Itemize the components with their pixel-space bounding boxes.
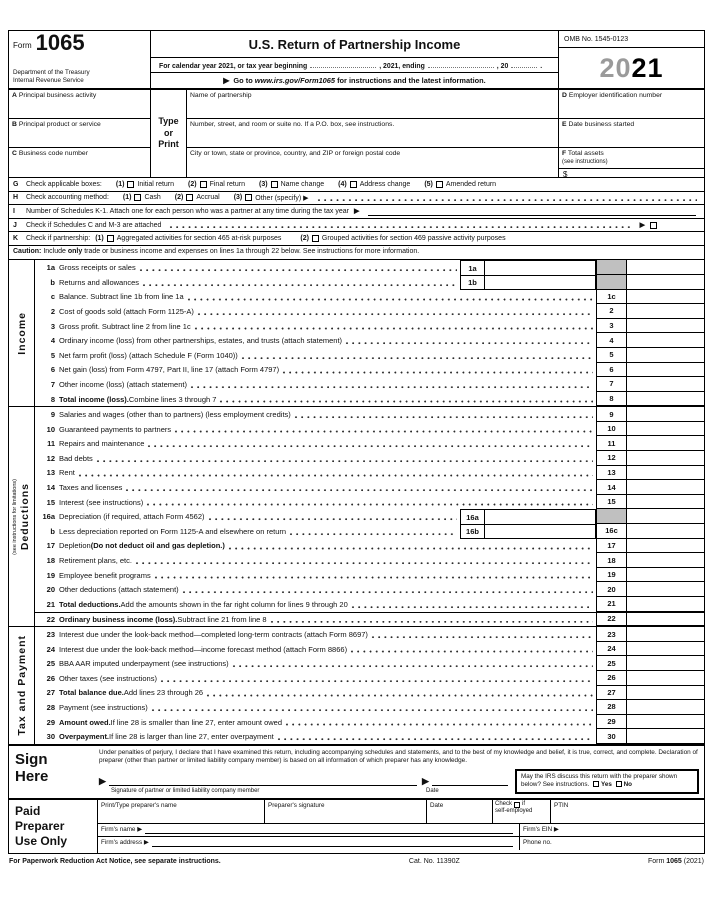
signature-label: Signature of partner or limited liability company member <box>111 787 260 794</box>
line-number: 27 <box>46 688 55 698</box>
tax-and-payment-section <box>9 627 704 744</box>
line-number: 20 <box>46 585 55 595</box>
line-ref: 16c <box>596 524 626 539</box>
line-ref: 29 <box>596 715 626 730</box>
line-row-29 <box>35 715 704 730</box>
tax-year-beginning-field[interactable] <box>310 61 376 68</box>
amount-field-1c[interactable] <box>626 290 704 305</box>
dot-leaders <box>169 219 631 232</box>
form-number: 1065 <box>35 30 85 55</box>
line-number: 21 <box>46 599 55 609</box>
deductions-section-label: (see instructions for limitations) Deductions <box>9 407 35 626</box>
principal-product-field[interactable]: B Principal product or service <box>9 119 151 148</box>
paid-preparer-label: Paid Preparer Use Only <box>15 803 68 848</box>
line-description: Depreciation (if required, attach Form 4562) <box>59 509 460 524</box>
line-row-27 <box>35 686 704 701</box>
self-employed-checkbox[interactable] <box>514 802 520 808</box>
dot-leaders <box>345 333 593 348</box>
amount-field-9[interactable] <box>626 407 704 422</box>
line-description: Net gain (loss) from Form 4797, Part II, line 17 (attach Form 4797) <box>59 363 596 378</box>
schedules-k1-count-field[interactable] <box>368 206 696 216</box>
calendar-year-line: For calendar year 2021, or tax year beginning , 2021, ending , 20 . <box>151 57 558 72</box>
preparer-signature-field[interactable]: Preparer's signature <box>264 800 426 824</box>
line-row-24 <box>35 642 704 657</box>
principal-business-activity-field[interactable]: A Principal business activity <box>9 90 151 119</box>
shaded-cell <box>596 260 626 275</box>
line-row-1a <box>35 260 704 275</box>
line-description: Guaranteed payments to partners <box>59 422 596 437</box>
dot-leaders <box>194 319 593 334</box>
line-number: 12 <box>46 453 55 463</box>
mid-entry-box <box>460 524 596 539</box>
line-ref: 12 <box>596 451 626 466</box>
dot-leaders <box>160 671 593 686</box>
line-ref: 17 <box>596 539 626 554</box>
amount-field-8[interactable] <box>626 392 704 407</box>
amount-field-16b[interactable] <box>485 525 595 538</box>
line-description: Other deductions (attach statement) <box>59 582 596 597</box>
paperwork-notice: For Paperwork Reduction Act Notice, see separate instructions. <box>9 857 221 865</box>
line-row-20 <box>35 582 704 597</box>
line-description: Ordinary business income (loss). Subtract line 21 from line 8 <box>59 613 596 627</box>
catalog-number: Cat. No. 11390Z <box>408 857 460 865</box>
line-ref: 23 <box>596 627 626 642</box>
self-employed-cell: Check if self-employed <box>492 800 550 824</box>
line-row-9 <box>35 407 704 422</box>
aggregated-activities-checkbox[interactable] <box>107 235 114 242</box>
address-change-checkbox[interactable] <box>350 181 357 188</box>
tax-year-ending-field[interactable] <box>428 61 494 68</box>
line-ref: 10 <box>596 422 626 437</box>
line-number: 13 <box>46 468 55 478</box>
other-method-specify-field[interactable] <box>317 192 698 205</box>
dot-leaders <box>208 509 458 524</box>
line-h-accounting-method: H Check accounting method: (1) Cash (2) Accrual (3) Other (specify) ▶ <box>9 192 704 206</box>
amount-field-1a[interactable] <box>485 261 595 275</box>
dot-leaders <box>232 656 593 671</box>
amount-field-27[interactable] <box>626 686 704 701</box>
dot-leaders <box>289 524 457 539</box>
firm-address-field[interactable]: Firm's address ▶ <box>98 837 519 850</box>
type-or-print-label: Type or Print <box>151 90 187 177</box>
line-row-2 <box>35 304 704 319</box>
line-description: Total balance due. Add lines 23 through 26 <box>59 686 596 701</box>
line-number: 30 <box>46 732 55 742</box>
line-row-10 <box>35 422 704 437</box>
tax-and-payment-section-label: Tax and Payment <box>9 627 35 744</box>
form-number-block <box>9 31 151 88</box>
amount-field-5[interactable] <box>626 348 704 363</box>
line-row-6 <box>35 363 704 378</box>
shaded-row-amount-cell <box>626 509 704 524</box>
sign-here-section <box>9 744 704 798</box>
date-business-started-field[interactable]: E Date business started <box>559 119 704 148</box>
line-row-11 <box>35 436 704 451</box>
final-return-checkbox[interactable] <box>200 181 207 188</box>
line-number: 3 <box>50 321 55 331</box>
tax-year-badge: 20 21 <box>599 52 664 83</box>
line-description: Payment (see instructions) <box>59 700 596 715</box>
dot-leaders <box>228 539 593 554</box>
amount-field-25[interactable] <box>626 656 704 671</box>
line-description: Employee benefit programs <box>59 568 596 583</box>
line-g-check-boxes: G Check applicable boxes: (1) Initial return (2) Final return (3) Name change (4) Address change (5) Amended return <box>9 178 704 192</box>
line-description: BBA AAR imputed underpayment (see instructions) <box>59 656 596 671</box>
line-row-13 <box>35 466 704 481</box>
dot-leaders <box>282 363 593 378</box>
ein-field[interactable]: D Employer identification number <box>559 90 704 119</box>
line-number: 17 <box>46 541 55 551</box>
line-ref: 16a <box>461 510 485 524</box>
dot-leaders <box>190 377 593 392</box>
mid-entry-box <box>460 275 596 290</box>
line-number: 8 <box>50 394 55 404</box>
street-address-field[interactable]: Number, street, and room or suite no. If a P.O. box, see instructions. <box>187 119 559 148</box>
other-method-checkbox[interactable] <box>245 194 252 201</box>
line-description: Gross receipts or sales <box>59 260 460 275</box>
line-ref: 28 <box>596 700 626 715</box>
line-number: 7 <box>50 379 55 389</box>
business-code-field[interactable]: C Business code number <box>9 148 151 177</box>
dot-leaders <box>241 348 593 363</box>
line-number: 10 <box>46 424 55 434</box>
dot-leaders <box>147 436 593 451</box>
line-number: 4 <box>50 336 55 346</box>
line-ref: 8 <box>596 392 626 407</box>
line-number: 9 <box>50 410 55 420</box>
total-assets-dollar-field[interactable]: $ <box>559 168 704 180</box>
line-description: Interest (see instructions) <box>59 495 596 510</box>
amount-field-3[interactable] <box>626 319 704 334</box>
dot-leaders <box>371 627 593 642</box>
amount-field-26[interactable] <box>626 671 704 686</box>
line-ref: 7 <box>596 377 626 392</box>
preparer-date-field[interactable]: Date <box>426 800 492 824</box>
shaded-cell <box>596 275 626 290</box>
line-j-schedules-c-m3: J Check if Schedules C and M-3 are attached ▶ <box>9 219 704 233</box>
amount-field-24[interactable] <box>626 642 704 657</box>
goto-line: ▶ Go to www.irs.gov/Form1065 for instructions and the latest information. <box>151 72 558 88</box>
line-ref: 5 <box>596 348 626 363</box>
city-state-zip-field[interactable]: City or town, state or province, country, and ZIP or foreign postal code <box>187 148 559 177</box>
dot-leaders <box>187 290 593 305</box>
line-description: Rent <box>59 466 596 481</box>
dot-leaders <box>96 451 593 466</box>
line-description: Interest due under the look-back method—completed long-term contracts (attach Form 8697) <box>59 627 596 642</box>
name-change-checkbox[interactable] <box>271 181 278 188</box>
amount-field-14[interactable] <box>626 480 704 495</box>
firm-address-line[interactable] <box>152 839 513 847</box>
income-section <box>9 260 704 407</box>
line-ref: 14 <box>596 480 626 495</box>
firm-name-line[interactable] <box>145 826 513 834</box>
firm-ein-field[interactable]: Firm's EIN ▶ <box>519 824 704 837</box>
partnership-name-field[interactable]: Name of partnership <box>187 90 559 119</box>
line-row-22 <box>35 612 704 627</box>
line-number: 29 <box>46 717 55 727</box>
amount-field-4[interactable] <box>626 333 704 348</box>
amount-field-15[interactable] <box>626 495 704 510</box>
amount-field-19[interactable] <box>626 568 704 583</box>
firm-name-field[interactable]: Firm's name ▶ <box>98 824 519 837</box>
line-description: Other income (loss) (attach statement) <box>59 377 596 392</box>
amount-field-28[interactable] <box>626 700 704 715</box>
line-description: Balance. Subtract line 1b from line 1a <box>59 290 596 305</box>
line-number: 15 <box>46 497 55 507</box>
line-row-4 <box>35 333 704 348</box>
line-number: 14 <box>46 483 55 493</box>
line-row-19 <box>35 568 704 583</box>
line-row-28 <box>35 700 704 715</box>
dot-leaders <box>206 686 593 701</box>
amount-field-12[interactable] <box>626 451 704 466</box>
line-ref: 1c <box>596 290 626 305</box>
line-ref: 22 <box>596 613 626 627</box>
dot-leaders <box>294 407 593 422</box>
amount-field-16c[interactable] <box>626 524 704 539</box>
line-ref: 2 <box>596 304 626 319</box>
cash-method-checkbox[interactable] <box>134 194 141 201</box>
line-description: Overpayment. If line 28 is larger than line 27, enter overpayment <box>59 729 596 744</box>
dot-leaders <box>139 260 457 275</box>
line-description: Depletion (Do not deduct oil and gas depletion.) <box>59 539 596 554</box>
agency-label: Department of the Treasury Internal Revenue Service <box>13 69 90 85</box>
shaded-row-amount-cell <box>626 260 704 275</box>
amount-field-30[interactable] <box>626 729 704 744</box>
line-number: 24 <box>46 644 55 654</box>
form-word: Form <box>13 40 32 50</box>
line-row-26 <box>35 671 704 686</box>
dot-leaders <box>351 597 593 612</box>
amount-field-21[interactable] <box>626 597 704 612</box>
dot-leaders <box>125 480 593 495</box>
line-number: 11 <box>47 439 55 449</box>
dot-leaders <box>277 729 593 744</box>
shaded-row-amount-cell <box>626 275 704 290</box>
line-row-5 <box>35 348 704 363</box>
line-number: 19 <box>46 570 55 580</box>
line-ref: 13 <box>596 466 626 481</box>
initial-return-checkbox[interactable] <box>127 181 134 188</box>
tax-year-end-year-field[interactable] <box>511 61 537 68</box>
amount-field-7[interactable] <box>626 377 704 392</box>
line-ref: 9 <box>596 407 626 422</box>
line-row-1c <box>35 290 704 305</box>
dot-leaders <box>270 613 593 627</box>
line-row-8 <box>35 392 704 407</box>
shaded-cell <box>596 509 626 524</box>
perjury-statement: Under penalties of perjury, I declare that I have examined this return, including accompanying schedules and statements, and to the best of my knowledge and belief, it is true, correct, and complete. Declaration of preparer (other than partner or limited liability company member) is based on all information of which preparer has any knowledge. <box>99 748 698 765</box>
page-footer <box>8 854 705 865</box>
line-description: Interest due under the look-back method—income forecast method (attach Form 8866) <box>59 642 596 657</box>
line-row-18 <box>35 553 704 568</box>
date-arrow-icon: ▶ <box>422 775 429 786</box>
line-description: Ordinary income (loss) from other partnerships, estates, and trusts (attach statement) <box>59 333 596 348</box>
line-number: 18 <box>46 556 55 566</box>
line-ref: 4 <box>596 333 626 348</box>
line-description: Total income (loss). Combine lines 3 through 7 <box>59 392 596 407</box>
line-row-14 <box>35 480 704 495</box>
amount-field-22[interactable] <box>626 613 704 627</box>
line-ref: 16b <box>461 525 485 538</box>
line-row-21 <box>35 597 704 612</box>
omb-number: OMB No. 1545-0123 <box>559 31 704 48</box>
irs-url: www.irs.gov/Form1065 <box>254 76 336 85</box>
amount-field-13[interactable] <box>626 466 704 481</box>
line-ref: 24 <box>596 642 626 657</box>
line-description: Returns and allowances <box>59 275 460 290</box>
line-number: 5 <box>50 350 55 360</box>
phone-field[interactable]: Phone no. <box>519 837 704 850</box>
line-row-15 <box>35 495 704 510</box>
line-description: Amount owed. If line 28 is smaller than line 27, enter amount owed <box>59 715 596 730</box>
line-ref: 3 <box>596 319 626 334</box>
line-number: 2 <box>50 306 55 316</box>
line-number: 28 <box>46 702 55 712</box>
dot-leaders <box>78 466 593 481</box>
preparer-name-field[interactable]: Print/Type preparer's name <box>98 800 264 824</box>
grouped-activities-checkbox[interactable] <box>312 235 319 242</box>
amount-field-6[interactable] <box>626 363 704 378</box>
line-description: Cost of goods sold (attach Form 1125-A) <box>59 304 596 319</box>
line-row-25 <box>35 656 704 671</box>
goto-arrow-icon: ▶ <box>223 76 230 85</box>
line-number: 6 <box>50 365 55 375</box>
entity-info-section <box>9 90 704 178</box>
line-row-23 <box>35 627 704 642</box>
line-number: b <box>50 277 55 287</box>
line-description: Salaries and wages (other than to partners) (less employment credits) <box>59 407 596 422</box>
amount-field-29[interactable] <box>626 715 704 730</box>
line-ref: 11 <box>596 436 626 451</box>
line-description: Repairs and maintenance <box>59 436 596 451</box>
line-description: Bad debts <box>59 451 596 466</box>
dot-leaders <box>219 392 593 407</box>
line-number: c <box>50 292 55 302</box>
accrual-method-checkbox[interactable] <box>186 194 193 201</box>
amount-field-16a[interactable] <box>485 510 595 524</box>
income-section-label: Income <box>9 260 35 406</box>
line-number: 26 <box>46 673 55 683</box>
caution-note: Caution: Include only trade or business income and expenses on lines 1a through 22 below. See instructions for more information. <box>9 246 704 260</box>
line-row-16a <box>35 509 704 524</box>
line-row-7 <box>35 377 704 392</box>
line-description: Net farm profit (loss) (attach Schedule F (Form 1040)) <box>59 348 596 363</box>
mid-entry-box <box>460 509 596 524</box>
form-body <box>8 30 705 854</box>
line-description: Taxes and licenses <box>59 480 596 495</box>
sign-here-label: Sign Here <box>15 750 49 786</box>
amount-field-10[interactable] <box>626 422 704 437</box>
line-ref: 20 <box>596 582 626 597</box>
line-k-partnership-checks: K Check if partnership: (1) Aggregated activities for section 465 at-risk purposes (2) Grouped activities for section 469 passive activity purposes <box>9 232 704 246</box>
dot-leaders <box>197 304 593 319</box>
line-row-16b <box>35 524 704 539</box>
amount-field-1b[interactable] <box>485 276 595 289</box>
line-number: 23 <box>46 630 55 639</box>
header-center <box>151 31 559 88</box>
form-footer-id: Form 1065 (2021) <box>647 857 704 865</box>
line-ref: 25 <box>596 656 626 671</box>
line-ref: 1a <box>461 261 485 275</box>
line-description: Less depreciation reported on Form 1125-A and elsewhere on return <box>59 524 460 539</box>
line-row-17 <box>35 539 704 554</box>
line-row-12 <box>35 451 704 466</box>
dot-leaders <box>142 275 457 290</box>
line-ref: 26 <box>596 671 626 686</box>
irs-discuss-box: May the IRS discuss this return with the preparer shown below? See instructions. Yes No <box>515 769 699 794</box>
line-description: Other taxes (see instructions) <box>59 671 596 686</box>
signature-arrow-icon: ▶ <box>99 775 106 786</box>
amount-field-11[interactable] <box>626 436 704 451</box>
line-ref: 19 <box>596 568 626 583</box>
line-row-3 <box>35 319 704 334</box>
discuss-no-checkbox[interactable] <box>616 781 622 787</box>
deductions-section <box>9 407 704 627</box>
amount-field-20[interactable] <box>626 582 704 597</box>
line-description: Retirement plans, etc. <box>59 553 596 568</box>
dot-leaders <box>135 553 593 568</box>
total-assets-field[interactable]: F Total assets (see instructions) $ <box>559 148 704 177</box>
line-ref: 21 <box>596 597 626 612</box>
amount-field-18[interactable] <box>626 553 704 568</box>
line-ref: 18 <box>596 553 626 568</box>
form-header <box>9 31 704 90</box>
line-ref: 1b <box>461 276 485 289</box>
line-row-1b <box>35 275 704 290</box>
mid-entry-box <box>460 260 596 275</box>
dot-leaders <box>154 568 593 583</box>
line-description: Gross profit. Subtract line 2 from line 1c <box>59 319 596 334</box>
line-description: Total deductions. Add the amounts shown in the far right column for lines 9 through 20 <box>59 597 596 612</box>
amount-field-23[interactable] <box>626 627 704 642</box>
line-i-schedules-k1: I Number of Schedules K-1. Attach one for each person who was a partner at any time during the tax year ▶ <box>9 205 704 219</box>
signature-date-label: Date <box>426 787 439 794</box>
amount-field-2[interactable] <box>626 304 704 319</box>
form-title: U.S. Return of Partnership Income <box>248 37 461 52</box>
amended-return-checkbox[interactable] <box>436 181 443 188</box>
line-number: 1a <box>46 263 55 273</box>
line-number: 25 <box>46 659 55 669</box>
header-right <box>559 31 704 88</box>
line-ref: 27 <box>596 686 626 701</box>
line-row-30 <box>35 729 704 744</box>
dot-leaders <box>174 422 593 437</box>
amount-field-17[interactable] <box>626 539 704 554</box>
dot-leaders <box>285 715 593 730</box>
discuss-yes-checkbox[interactable] <box>593 781 599 787</box>
paid-preparer-section <box>9 798 704 853</box>
ptin-field[interactable]: PTIN <box>550 800 704 824</box>
dot-leaders <box>151 700 593 715</box>
line-ref: 30 <box>596 729 626 744</box>
line-number: b <box>50 526 55 536</box>
line-number: 22 <box>46 614 55 624</box>
line-number: 16a <box>42 512 55 522</box>
dot-leaders <box>146 495 593 510</box>
line-ref: 15 <box>596 495 626 510</box>
line-ref: 6 <box>596 363 626 378</box>
dot-leaders <box>182 582 593 597</box>
dot-leaders <box>350 642 593 657</box>
schedules-c-m3-checkbox[interactable] <box>650 222 657 229</box>
